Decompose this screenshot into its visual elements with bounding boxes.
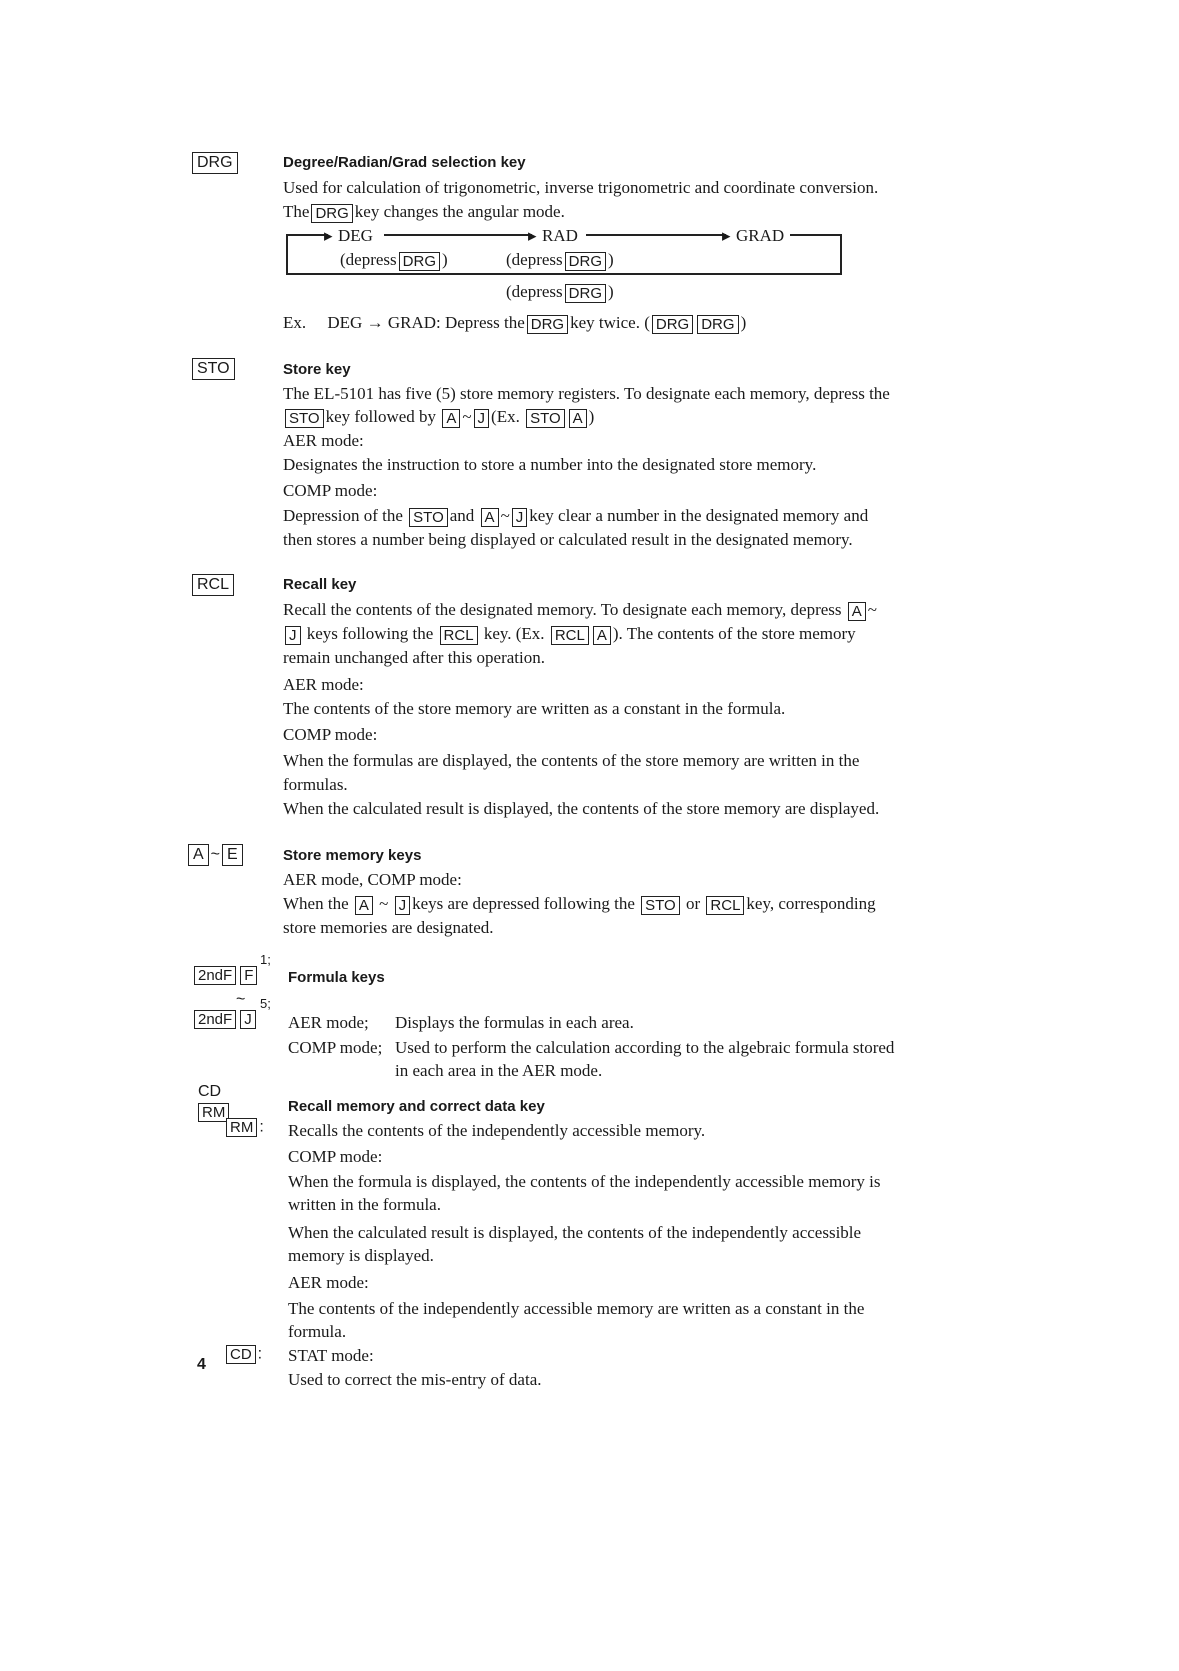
mode-deg: DEG — [338, 226, 373, 245]
mem-mode: AER mode, COMP mode: — [283, 870, 462, 889]
rm-comp-3: When the calculated result is displayed, the contents of the independently accessible — [288, 1223, 862, 1242]
depress-drg-3: (depress DRG ) — [506, 282, 614, 302]
arrow-to-deg: ▸ — [324, 226, 333, 245]
sto-key-label: STO — [190, 358, 237, 380]
arrow-to-grad: ▸ — [722, 226, 731, 245]
sto-comp-line1: Depression of the STO and A ~ J key clear a number in the designated memory and — [283, 506, 869, 526]
rm-heading: Recall memory and correct data key — [288, 1098, 545, 1115]
cd-stat-label: STAT mode: — [288, 1346, 374, 1365]
drg-key-label: DRG — [190, 152, 240, 174]
mem-key-label: A ~ E — [186, 844, 245, 866]
depress-drg-2: (depress DRG ) — [506, 250, 614, 270]
formula-comp-label: COMP mode; — [288, 1038, 383, 1057]
drg-mode-cycle-diagram — [286, 222, 846, 322]
rcl-aer-text: The contents of the store memory are written as a constant in the formula. — [283, 699, 786, 718]
mem-line1: When the A ~ J keys are depressed following the STO or RCL key, corresponding — [283, 894, 876, 914]
rm-comp-4: memory is displayed. — [288, 1246, 434, 1265]
arrow-to-rad: ▸ — [528, 226, 537, 245]
rcl-line1: Recall the contents of the designated memory. To designate each memory, depress A ~ — [283, 600, 877, 620]
drg-heading: Degree/Radian/Grad selection key — [283, 154, 526, 171]
mode-rad: RAD — [542, 226, 578, 245]
rcl-line3: remain unchanged after this operation. — [283, 648, 545, 667]
cd-label: CD — [198, 1083, 222, 1100]
rcl-comp-2: formulas. — [283, 775, 348, 794]
sto-aer-text: Designates the instruction to store a number into the designated store memory. — [283, 455, 817, 474]
formula-key-f: 2ndF F — [192, 966, 259, 985]
drg-line2: The DRG key changes the angular mode. — [283, 202, 565, 222]
sto-aer-label: AER mode: — [283, 431, 364, 450]
rm-comp-1: When the formula is displayed, the contents of the independently accessible memory is — [288, 1172, 881, 1191]
rm-comp-2: written in the formula. — [288, 1195, 441, 1214]
formula-aer-label: AER mode; — [288, 1013, 369, 1032]
sto-heading: Store key — [283, 361, 351, 378]
rcl-heading: Recall key — [283, 576, 357, 593]
mem-line2: store memories are designated. — [283, 918, 494, 937]
mem-heading: Store memory keys — [283, 847, 422, 864]
formula-sup-5: 5; — [260, 996, 271, 1011]
formula-comp-text2: in each area in the AER mode. — [395, 1061, 603, 1080]
rcl-comp-1: When the formulas are displayed, the contents of the store memory are written in the — [283, 751, 860, 770]
sto-comp-label: COMP mode: — [283, 481, 378, 500]
mode-grad: GRAD — [736, 226, 785, 245]
formula-heading: Formula keys — [288, 969, 385, 986]
rm-aer-2: formula. — [288, 1322, 347, 1341]
depress-drg-1: (depress DRG ) — [340, 250, 448, 270]
sto-line2: STO key followed by A ~ J (Ex. STO A ) — [283, 406, 594, 428]
rm-aer-1: The contents of the independently accessible memory are written as a constant in the — [288, 1299, 865, 1318]
cd-key: CD : — [224, 1345, 262, 1364]
sto-comp-line2: then stores a number being displayed or calculated result in the designated memory. — [283, 530, 853, 549]
rm-aer-label: AER mode: — [288, 1273, 369, 1292]
formula-comp-text: Used to perform the calculation according to the algebraic formula stored — [395, 1038, 895, 1057]
page-number: 4 — [197, 1356, 206, 1373]
formula-aer-text: Displays the formulas in each area. — [395, 1013, 634, 1032]
rcl-aer-label: AER mode: — [283, 675, 364, 694]
cd-text: Used to correct the mis-entry of data. — [288, 1370, 542, 1389]
sto-line1: The EL-5101 has five (5) store memory registers. To designate each memory, depress the — [283, 384, 890, 403]
rm-comp-label: COMP mode: — [288, 1147, 383, 1166]
formula-tilde: ~ — [236, 991, 246, 1008]
rcl-comp-label: COMP mode: — [283, 725, 378, 744]
formula-key-j: 2ndF J — [192, 1010, 258, 1029]
rm-cd-key: RM — [196, 1103, 231, 1122]
drg-line1: Used for calculation of trigonometric, inverse trigonometric and coordinate conversion. — [283, 178, 879, 197]
rm-line1: Recalls the contents of the independently accessible memory. — [288, 1121, 706, 1140]
drg-example: Ex. DEG → GRAD: Depress the DRG key twice. ( DRG DRG ) — [283, 313, 747, 333]
rcl-key-label: RCL — [190, 574, 236, 596]
rm-key-2: RM : — [224, 1118, 264, 1137]
formula-sup-1: 1; — [260, 952, 271, 967]
rcl-line2: J keys following the RCL key. (Ex. RCL A ). The contents of the store memory — [283, 623, 856, 645]
rcl-comp-3: When the calculated result is displayed, the contents of the store memory are displayed. — [283, 799, 880, 818]
